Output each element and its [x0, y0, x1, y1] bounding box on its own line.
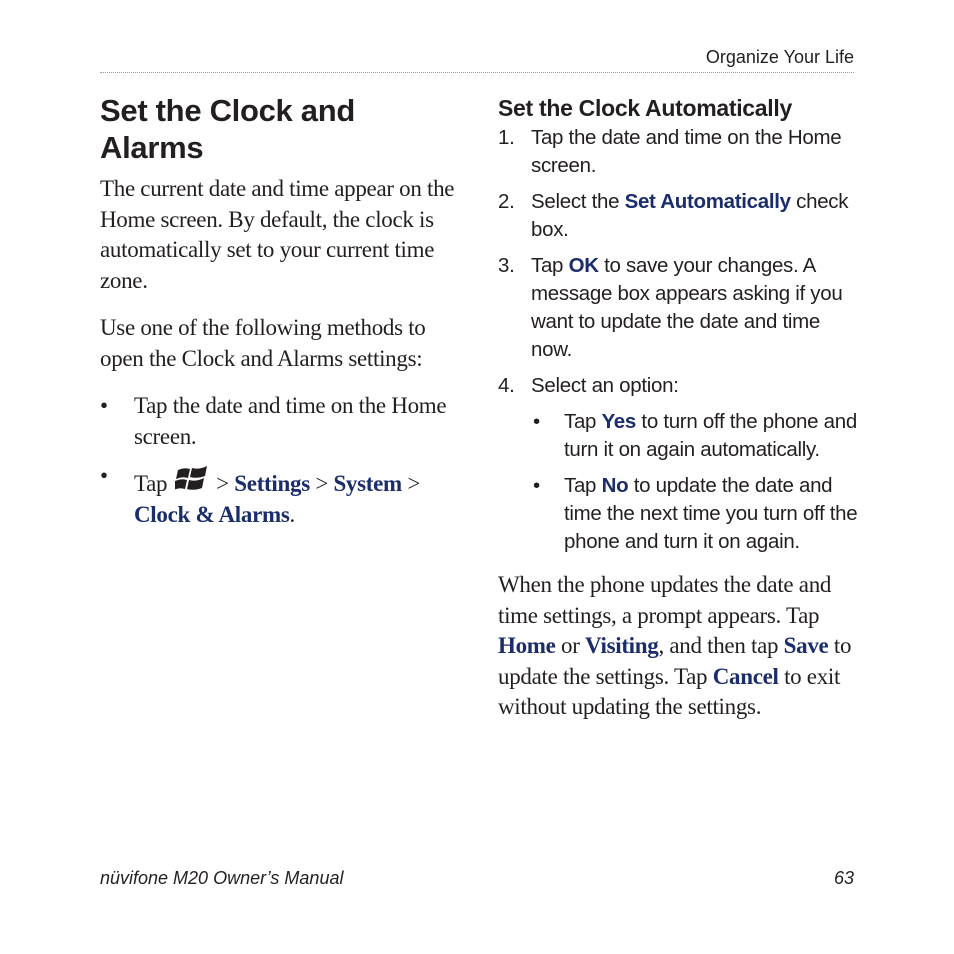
- set-automatically-keyword: Set Automatically: [624, 190, 791, 213]
- step-text: check box.: [531, 190, 849, 241]
- clock-alarms-keyword: Clock & Alarms: [134, 501, 290, 527]
- bullet-dot: •: [533, 410, 540, 433]
- tap-word: Tap: [134, 471, 168, 496]
- page-title: Set the Clock and Alarms: [100, 93, 356, 165]
- closing-text: or: [561, 633, 580, 658]
- closing-text: to update the settings. Tap: [498, 633, 852, 689]
- step-text: Tap the date and time on the Home screen.: [531, 126, 842, 177]
- step-text: Select the: [531, 190, 620, 213]
- steps-list: [498, 124, 858, 556]
- section-heading: Set the Clock Automatically: [498, 95, 792, 121]
- step-3: [498, 252, 858, 364]
- options-list: [531, 408, 858, 556]
- option-text: Tap: [564, 410, 597, 433]
- step-text: to save your changes. A message box appears asking if you want to update the date and time now.: [531, 254, 843, 361]
- option-text: to turn off the phone and turn it on again automatically.: [564, 410, 857, 461]
- list-item: [531, 408, 858, 464]
- step-number: 1.: [498, 126, 515, 149]
- windows-start-icon: [175, 461, 209, 495]
- bullet-dot: •: [100, 393, 108, 418]
- intro-paragraph: The current date and time appear on the Home screen. By default, the clock is automatically set to your current time zone.: [100, 176, 455, 293]
- running-header: Organize Your Life: [705, 47, 854, 67]
- closing-paragraph: [498, 570, 858, 723]
- option-text: to update the date and time the next time you turn off the phone and turn it on again.: [564, 474, 858, 553]
- system-keyword: System: [333, 471, 402, 496]
- methods-list: [100, 391, 460, 530]
- no-keyword: No: [601, 474, 629, 497]
- visiting-keyword: Visiting: [585, 633, 659, 658]
- step-number: 4.: [498, 374, 515, 397]
- footer-manual-title: nüvifone M20 Owner’s Manual: [100, 868, 344, 888]
- left-column: [100, 92, 460, 539]
- step-2: [498, 188, 858, 244]
- step-1: [498, 124, 858, 180]
- step-number: 2.: [498, 190, 515, 213]
- bullet-dot: •: [100, 463, 108, 488]
- closing-text: , and then tap: [658, 633, 779, 658]
- list-item: [100, 391, 460, 452]
- option-text: Tap: [564, 474, 597, 497]
- settings-keyword: Settings: [234, 471, 310, 496]
- closing-text: to exit without updating the settings.: [498, 663, 841, 719]
- closing-text: When the phone updates the date and time settings, a prompt appears. Tap: [498, 572, 832, 628]
- path-separator: >: [407, 471, 421, 496]
- step-text: Select an option:: [531, 374, 679, 397]
- methods-paragraph: Use one of the following methods to open the Clock and Alarms settings:: [100, 315, 426, 371]
- step-4: [498, 372, 858, 556]
- save-keyword: Save: [783, 633, 829, 658]
- path-separator: >: [216, 471, 229, 496]
- ok-keyword: OK: [568, 254, 599, 277]
- header-divider: [100, 72, 854, 73]
- method-text: Tap the date and time on the Home screen.: [134, 393, 447, 449]
- home-keyword: Home: [498, 633, 556, 658]
- page-number: 63: [833, 868, 854, 888]
- path-separator: >: [315, 471, 328, 496]
- list-item: [100, 461, 460, 530]
- cancel-keyword: Cancel: [712, 663, 779, 689]
- bullet-dot: •: [533, 474, 540, 497]
- period: .: [289, 501, 295, 527]
- step-number: 3.: [498, 254, 515, 277]
- step-text: Tap: [531, 254, 564, 277]
- list-item: [531, 472, 858, 556]
- yes-keyword: Yes: [601, 410, 637, 433]
- right-column: [498, 94, 858, 723]
